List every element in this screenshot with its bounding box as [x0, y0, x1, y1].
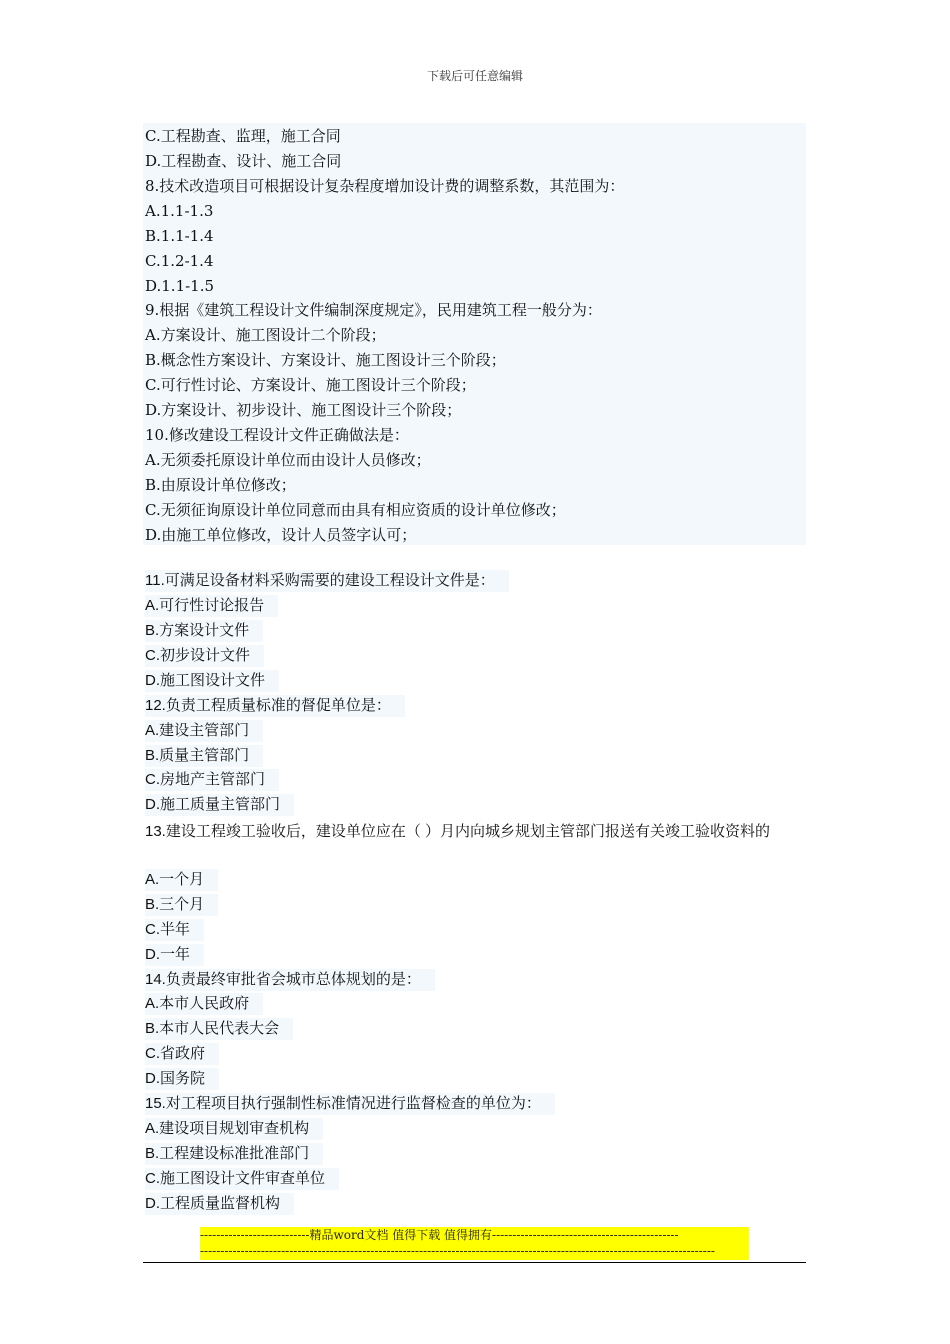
option-7d: D.工程勘查、设计、施工合同 [145, 152, 342, 170]
option-12a: A.建设主管部门 [145, 720, 263, 742]
footer-banner-line-1: ---------------------------精品word文档 值得下载 值得拥有---------------------------------------------- [200, 1228, 679, 1242]
option-15a: A.建设项目规划审查机构 [145, 1118, 323, 1140]
question-9: 9.根据《建筑工程设计文件编制深度规定》，民用建筑工程一般分为： [145, 301, 602, 319]
option-15d: D.工程质量监督机构 [145, 1193, 294, 1215]
option-15c: C.施工图设计文件审查单位 [145, 1168, 339, 1190]
option-7c: C.工程勘查、监理，施工合同 [145, 127, 341, 145]
option-12c: C.房地产主管部门 [145, 769, 279, 791]
option-9c: C.可行性讨论、方案设计、施工图设计三个阶段； [145, 376, 476, 394]
question-10: 10.修改建设工程设计文件正确做法是： [145, 426, 409, 444]
option-9b: B.概念性方案设计、方案设计、施工图设计三个阶段； [145, 351, 506, 369]
option-14a: A.本市人民政府 [145, 993, 263, 1015]
option-12b: B.质量主管部门 [145, 745, 263, 767]
option-11d: D.施工图设计文件 [145, 670, 279, 692]
question-11: 11.可满足设备材料采购需要的建设工程设计文件是： [145, 570, 509, 592]
option-10a: A.无须委托原设计单位而由设计人员修改； [145, 451, 431, 469]
option-8b: B.1.1-1.4 [145, 227, 214, 245]
option-10d: D.由施工单位修改，设计人员签字认可； [145, 526, 417, 544]
option-9a: A.方案设计、施工图设计二个阶段； [145, 326, 386, 344]
option-13b: B.三个月 [145, 894, 218, 916]
option-14c: C.省政府 [145, 1043, 219, 1065]
option-9d: D.方案设计、初步设计、施工图设计三个阶段； [145, 401, 462, 419]
option-11b: B.方案设计文件 [145, 620, 263, 642]
option-11a: A.可行性讨论报告 [145, 595, 278, 617]
question-8: 8.技术改造项目可根据设计复杂程度增加设计费的调整系数，其范围为： [145, 177, 625, 195]
option-13d: D.一年 [145, 944, 204, 966]
option-14d: D.国务院 [145, 1068, 219, 1090]
question-12: 12.负责工程质量标准的督促单位是： [145, 695, 405, 717]
question-15: 15.对工程项目执行强制性标准情况进行监督检查的单位为： [145, 1093, 555, 1115]
option-8a: A.1.1-1.3 [145, 202, 214, 220]
option-12d: D.施工质量主管部门 [145, 794, 294, 816]
option-13c: C.半年 [145, 919, 204, 941]
question-13: 13.建设工程竣工验收后，建设单位应在（ ）月内向城乡规划主管部门报送有关竣工验收资料的 [145, 823, 771, 840]
option-10b: B.由原设计单位修改； [145, 476, 296, 494]
option-11c: C.初步设计文件 [145, 645, 264, 667]
option-10c: C.无须征询原设计单位同意而由具有相应资质的设计单位修改； [145, 501, 566, 519]
option-14b: B.本市人民代表大会 [145, 1018, 293, 1040]
option-8d: D.1.1-1.5 [145, 277, 215, 295]
footer-banner [200, 1227, 749, 1260]
option-15b: B.工程建设标准批准部门 [145, 1143, 323, 1165]
page-header: 下载后可任意编辑 [426, 69, 523, 83]
option-13a: A.一个月 [145, 869, 218, 891]
footer-banner-line-2: ------------------------------------------------------------------------------------------------------------------------------- [200, 1244, 715, 1258]
question-14: 14.负责最终审批省会城市总体规划的是： [145, 969, 435, 991]
footer-divider [143, 1262, 806, 1263]
option-8c: C.1.2-1.4 [145, 252, 214, 270]
